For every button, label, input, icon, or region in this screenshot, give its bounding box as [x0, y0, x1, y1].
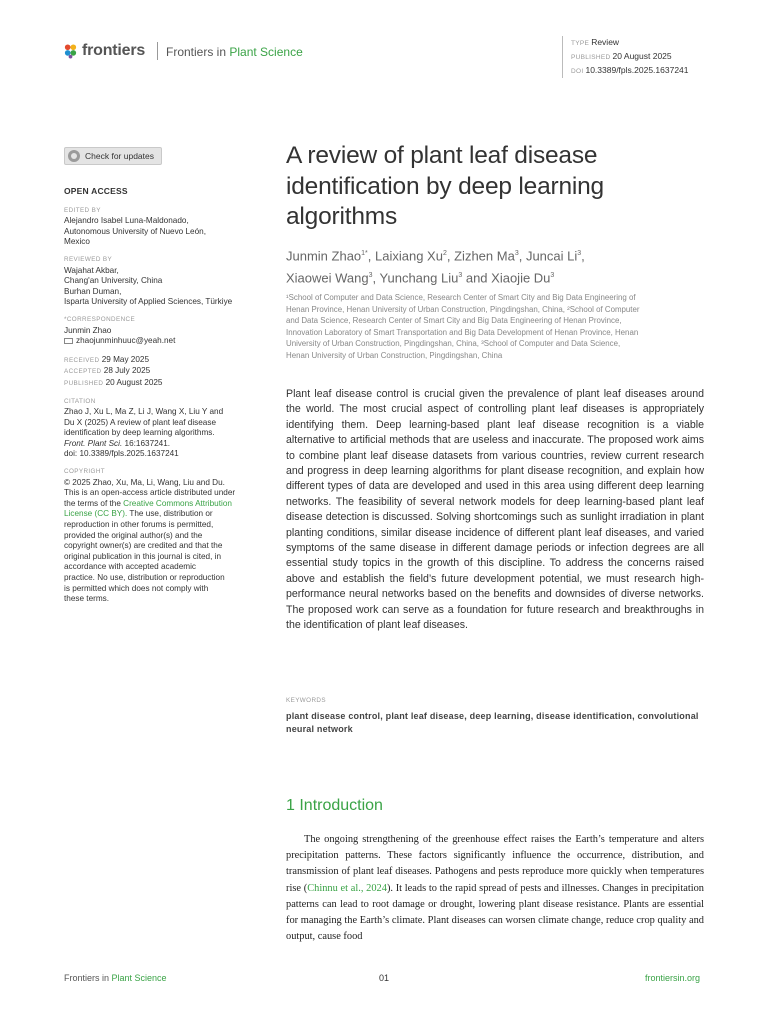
citation-line: Zhao J, Xu L, Ma Z, Li J, Wang X, Liu Y and: [64, 407, 224, 417]
article-title: [286, 141, 706, 233]
affiliation-line: Henan University of Urban Construction, Pingdingshan, China: [286, 350, 503, 360]
copyright-line: reproduction in other forums is permitted,: [64, 520, 214, 530]
affiliation-line: University of Urban Construction, Pingdingshan, China, ³School of Computer and Data Science,: [286, 339, 621, 348]
intro-text-cont: ). It leads to the rapid spread of pests and illnesses. Changes in precipitation patterns can lead to root damage or drought, lowering plant disease resistance. Plants are essential for managing the Earth’s climate. Plant diseases can worsen climate change, reduce crop quality and output, cause food: [286, 882, 704, 943]
page-number: 01: [379, 973, 390, 983]
author-affiliation-mark: 3: [577, 250, 582, 257]
citation-label: CITATION: [64, 397, 96, 405]
edited-by: [64, 216, 264, 248]
edited-by-label: EDITED BY: [64, 206, 101, 214]
citation-link[interactable]: Chinnu et al., 2024: [307, 882, 387, 894]
open-access-label: OPEN ACCESS: [64, 186, 128, 196]
intro-text: The ongoing strengthening of the greenhouse effect raises the Earth’s temperature and alters precipitation patterns. These factors significantly influence the occurrence, distribution, and transmission of plant leaf diseases. Pathogens and pests reproduce more quickly when temperatures rise (: [286, 834, 704, 894]
logo-text: frontiers: [82, 42, 146, 59]
copyright-line: is permitted which does not comply with: [64, 583, 209, 593]
reviewer-line: Wajahat Akbar,: [64, 265, 119, 275]
article-sidebar: [64, 186, 264, 605]
copyright-line: © 2025 Zhao, Xu, Ma, Li, Wang, Liu and Du.: [64, 477, 225, 487]
author-affiliation-mark: 3: [514, 250, 519, 257]
copyright-line: the terms of the: [64, 498, 124, 508]
title-line: A review of plant leaf disease: [286, 142, 598, 169]
cc-license-link[interactable]: Creative Commons Attribution: [123, 498, 232, 508]
citation: [64, 407, 264, 460]
sidebar-published-date: 20 August 2025: [105, 377, 163, 387]
affiliation-line: ¹School of Computer and Data Science, Research Center of Smart City and Big Data Engineering of: [286, 293, 636, 302]
reviewed-by: [64, 266, 264, 308]
author-name[interactable]: Junmin Zhao: [286, 248, 362, 264]
author-name[interactable]: Juncai Li: [525, 248, 578, 264]
author-affiliation-mark: 3: [550, 272, 555, 280]
published-value: 20 August 2025: [612, 51, 672, 61]
reviewed-by-label: REVIEWED BY: [64, 255, 113, 263]
copyright: [64, 478, 264, 605]
correspondence-name: Junmin Zhao: [64, 325, 112, 335]
copyright-line: these terms.: [64, 594, 110, 604]
editor-line: Autonomous University of Nuevo León,: [64, 226, 206, 236]
title-line: identification by deep learning: [286, 172, 604, 200]
reviewer-line: Chang'an University, China: [64, 276, 163, 286]
editor-line: Mexico: [64, 237, 90, 247]
footer-journal-name: Plant Science: [111, 973, 167, 983]
check-for-updates-button[interactable]: [64, 147, 162, 165]
copyright-line: original publication in this journal is cited, in: [64, 551, 222, 561]
keywords: plant disease control, plant leaf disease, deep learning, disease identification, convolutional neural network: [286, 711, 699, 734]
frontiers-logo-icon: [63, 43, 78, 59]
author-name[interactable]: Xiaojie Du: [491, 270, 551, 286]
doi-value[interactable]: 10.3389/fpls.2025.1637241: [585, 65, 689, 75]
accepted-label: ACCEPTED: [64, 368, 102, 376]
affiliation-line: Henan Province, Henan University of Urban Construction, Pingdingshan, China, ²School of Computer: [286, 304, 640, 314]
author-list: Junmin Zhao$^{1*}$, Laixiang Xu$^2$, Zizhen Ma$^3$, Juncai Li$^3$, Xiaowei Wang$^3$, Yunchang Liu$^3$ and Xiaojie Du$^3$: [286, 248, 585, 286]
header-divider: [157, 42, 158, 60]
journal-name: Plant Science: [229, 45, 303, 59]
section-heading-introduction: 1 Introduction: [286, 797, 383, 814]
check-updates-icon: [68, 150, 80, 162]
reviewer-line: Isparta University of Applied Sciences, Türkiye: [64, 297, 233, 307]
copyright-line: The use, distribution or: [127, 509, 213, 519]
footer-journal[interactable]: [64, 973, 167, 983]
footer-journal-prefix: Frontiers in: [64, 973, 112, 983]
correspondence-email-row[interactable]: [64, 336, 264, 347]
correspondence-label: *CORRESPONDENCE: [64, 315, 136, 323]
published-label: PUBLISHED: [571, 54, 611, 61]
affiliation-line: and Data Science, Research Center of Smart City and Big Data Engineering of Henan Province,: [286, 316, 622, 325]
type-value: Review: [591, 37, 620, 47]
abstract: Plant leaf disease control is crucial given the prevalence of plant leaf diseases around the world. The most crucial aspect of controlling plant leaf diseases is appropriately identifying them. Deep learning-based plant leaf disease recognition is a viable alternative to artificial methods that are useless and inaccurate. The proposed work aims to combine plant leaf disease datasets from various countries, review current research and progress in deep learning algorithms for plant disease recognition, and explain how different types of data are developed and used in this area using different deep learning networks. The feasibility of several network models for deep learning-based plant leaf disease detection is discussed. Solving shortcomings such as sunlight irradiation in plant planting conditions, similar disease incidence of different plant leaf diseases, and varied symptoms of the same disease in different damage periods or infection degrees are all essential study topics in the growth of this discipline. To address the concerns raised above and establish the field’s future development potential, we must research high-performance neural networks based on the benefits and downsides of diverse networks. The proposed work can serve as a foundation for future research and breakthroughs in the identification of plant leaf diseases.: [286, 388, 704, 632]
email-icon: [64, 338, 73, 344]
footer-site-link[interactable]: frontiersin.org: [645, 973, 701, 983]
accepted-date: 28 July 2025: [103, 366, 151, 376]
editor-line: Alejandro Isabel Luna-Maldonado,: [64, 216, 189, 226]
reviewer-line: Burhan Duman,: [64, 286, 122, 296]
correspondence-email[interactable]: zhaojunminhuuc@yeah.net: [76, 336, 176, 346]
received-date: 29 May 2025: [101, 354, 150, 364]
citation-journal: Front. Plant Sci.: [64, 438, 123, 448]
article-meta: [562, 36, 689, 78]
author-affiliation-mark: 2: [442, 250, 447, 257]
author-name[interactable]: Xiaowei Wang: [286, 270, 369, 286]
doi-label: DOI: [571, 68, 584, 75]
received-label: RECEIVED: [64, 356, 100, 364]
citation-volume: 16:1637241.: [122, 438, 171, 448]
copyright-line: provided the original author(s) and the: [64, 530, 203, 540]
check-updates-label: Check for updates: [85, 151, 154, 161]
citation-line: Du X (2025) A review of plant leaf disease: [64, 417, 217, 427]
copyright-line: copyright owner(s) are credited and that the: [64, 541, 223, 551]
copyright-line: accordance with accepted academic: [64, 562, 196, 572]
copyright-line: practice. No use, distribution or reproduction: [64, 573, 225, 582]
keywords-label: KEYWORDS: [286, 697, 326, 704]
introduction-paragraph: [286, 832, 704, 945]
journal-prefix: Frontiers in: [166, 45, 230, 59]
author-affiliation-mark: 1*: [361, 250, 368, 257]
copyright-label: COPYRIGHT: [64, 468, 106, 476]
affiliation-line: Innovation Laboratory of Smart Transportation and Big Data Development of Henan Province, Henan: [286, 327, 639, 337]
dates: [64, 355, 264, 390]
journal-title[interactable]: [166, 45, 303, 59]
author-name[interactable]: Yunchang Liu: [379, 270, 459, 286]
author-affiliation-mark: 3: [458, 272, 463, 280]
author-name[interactable]: Zizhen Ma: [454, 248, 515, 264]
author-name[interactable]: Laixiang Xu: [375, 248, 443, 264]
cc-license-link-2[interactable]: License (CC BY).: [64, 509, 128, 519]
copyright-line: This is an open-access article distributed under: [64, 488, 236, 498]
citation-line: identification by deep learning algorithms.: [64, 428, 215, 438]
title-line: algorithms: [286, 203, 398, 230]
citation-doi[interactable]: doi: 10.3389/fpls.2025.1637241: [64, 449, 179, 459]
type-label: TYPE: [571, 40, 590, 47]
author-affiliation-mark: 3: [368, 272, 373, 280]
sidebar-published-label: PUBLISHED: [64, 379, 104, 387]
affiliations: [286, 292, 706, 361]
frontiers-logo[interactable]: [63, 42, 145, 60]
